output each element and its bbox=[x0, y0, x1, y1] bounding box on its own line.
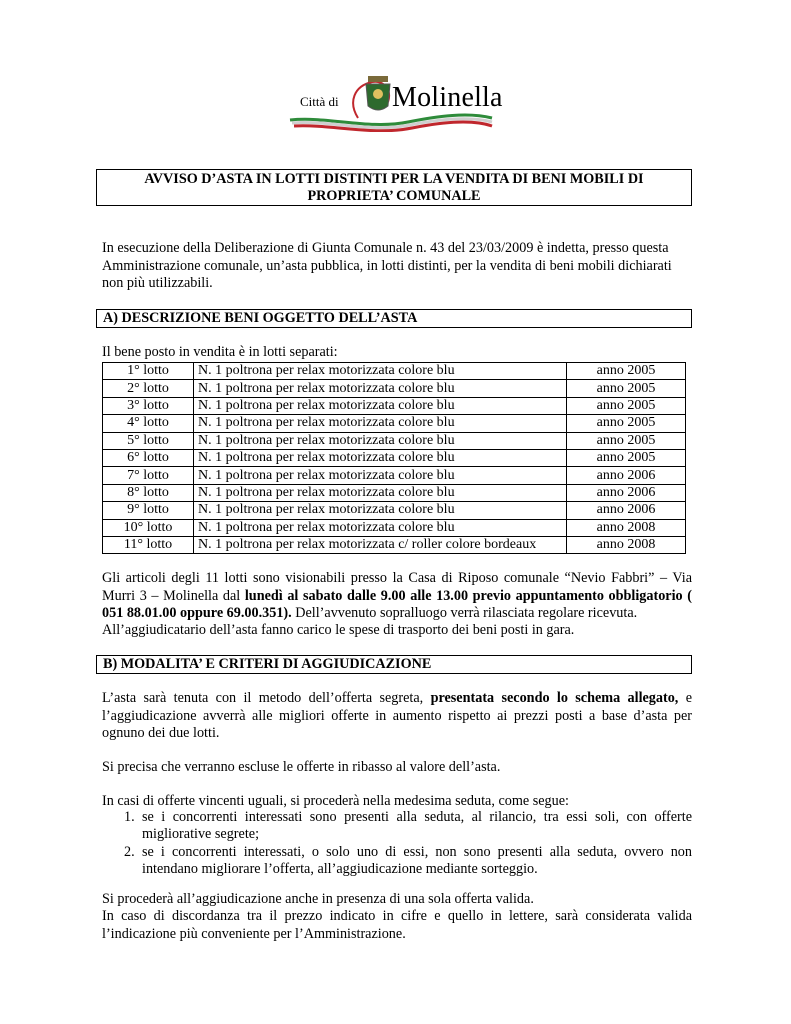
table-row bbox=[103, 484, 686, 501]
transport-costs: All’aggiudicatario dell’asta fanno carico le spese di trasporto dei beni posti in gara. bbox=[102, 622, 575, 638]
lot-number-cell: 9° lotto bbox=[103, 502, 194, 519]
lot-year-cell: anno 2005 bbox=[567, 363, 686, 380]
logo-prefix: Città di bbox=[300, 94, 339, 109]
table-row bbox=[103, 397, 686, 414]
lot-description-cell: N. 1 poltrona per relax motorizzata colore blu bbox=[194, 484, 567, 501]
section-b-heading: B) MODALITA’ E CRITERI DI AGGIUDICAZIONE bbox=[96, 655, 692, 674]
lot-number-cell: 2° lotto bbox=[103, 380, 194, 397]
equal-offers-list bbox=[102, 809, 692, 879]
lot-number-cell: 10° lotto bbox=[103, 519, 194, 536]
viewing-paragraph bbox=[102, 570, 692, 623]
table-row bbox=[103, 415, 686, 432]
viewing-receipt: Dell’avvenuto sopralluogo verrà rilasciata regolare ricevuta. bbox=[291, 605, 638, 622]
lot-number-cell: 1° lotto bbox=[103, 363, 194, 380]
lot-number-cell: 6° lotto bbox=[103, 449, 194, 466]
title-line-1: AVVISO D’ASTA IN LOTTI DISTINTI PER LA VENDITA DI BENI MOBILI DI bbox=[144, 171, 644, 187]
lot-year-cell: anno 2006 bbox=[567, 484, 686, 501]
title-line-2: PROPRIETA’ COMUNALE bbox=[307, 188, 481, 204]
table-row bbox=[103, 519, 686, 536]
intro-paragraph: In esecuzione della Deliberazione di Giunta Comunale n. 43 del 23/03/2009 è indetta, presso questa Amministrazione comunale, un’asta pubblica, in lotti distinti, per la vendita di beni mobili dichiarati non più utilizzabili. bbox=[102, 240, 672, 292]
lot-number-cell: 11° lotto bbox=[103, 536, 194, 553]
price-discrepancy: In caso di discordanza tra il prezzo indicato in cifre e quello in lettere, sarà considerata valida l’indicazione più conveniente per l’Amministrazione. bbox=[102, 908, 692, 942]
lot-number-cell: 7° lotto bbox=[103, 467, 194, 484]
lot-description-cell: N. 1 poltrona per relax motorizzata colore blu bbox=[194, 380, 567, 397]
auction-method-rest: e l’aggiudicazione avverrà alle migliori offerte in aumento rispetto ai prezzi posti a base d’asta per ognuno dei due lotti. bbox=[102, 690, 692, 742]
table-row bbox=[103, 363, 686, 380]
lot-year-cell: anno 2005 bbox=[567, 380, 686, 397]
single-offer: Si procederà all’aggiudicazione anche in presenza di una sola offerta valida. bbox=[102, 891, 534, 907]
lot-number-cell: 4° lotto bbox=[103, 415, 194, 432]
lot-number-cell: 3° lotto bbox=[103, 397, 194, 414]
lot-year-cell: anno 2005 bbox=[567, 449, 686, 466]
lot-description-cell: N. 1 poltrona per relax motorizzata colore blu bbox=[194, 363, 567, 380]
auction-method-paragraph bbox=[102, 690, 692, 743]
table-row bbox=[103, 467, 686, 484]
viewing-text: Gli articoli degli 11 lotti sono visionabili presso la Casa di Riposo comunale “Nevio Fabbri” – Via Murri 3 – Molinella dal bbox=[102, 570, 692, 604]
lot-number-cell: 8° lotto bbox=[103, 484, 194, 501]
lot-year-cell: anno 2005 bbox=[567, 397, 686, 414]
lots-intro: Il bene posto in vendita è in lotti separati: bbox=[102, 344, 338, 360]
list-item: 1. se i concorrenti interessati sono presenti alla seduta, al rilancio, tra essi soli, con offerte migliorative segrete; bbox=[124, 809, 692, 843]
lot-description-cell: N. 1 poltrona per relax motorizzata colore blu bbox=[194, 415, 567, 432]
viewing-appointment: lunedì al sabato dalle 9.00 alle 13.00 previo appuntamento obbligatorio ( 051 88.01.00 oppure 69.00.351). bbox=[102, 587, 692, 622]
auction-schema: presentata secondo lo schema allegato, bbox=[430, 690, 679, 706]
auction-method-text: L’asta sarà tenuta con il metodo dell’offerta segreta, bbox=[102, 690, 431, 706]
lots-table bbox=[102, 362, 686, 554]
lot-description-cell: N. 1 poltrona per relax motorizzata colore blu bbox=[194, 449, 567, 466]
logo-city-name: Molinella bbox=[392, 82, 503, 113]
excluded-offers: Si precisa che verranno escluse le offerte in ribasso al valore dell’asta. bbox=[102, 759, 501, 775]
table-row bbox=[103, 432, 686, 449]
lot-description-cell: N. 1 poltrona per relax motorizzata colore blu bbox=[194, 432, 567, 449]
page-title bbox=[96, 169, 692, 206]
lot-year-cell: anno 2006 bbox=[567, 467, 686, 484]
list-item: 2. se i concorrenti interessati, o solo uno di essi, non sono presenti alla seduta, ovvero non intendano migliorare l’offerta, all’aggiudicazione mediante sorteggio. bbox=[124, 843, 692, 878]
table-row bbox=[103, 536, 686, 553]
section-a-heading: A) DESCRIZIONE BENI OGGETTO DELL’ASTA bbox=[96, 309, 692, 328]
lot-year-cell: anno 2005 bbox=[567, 415, 686, 432]
city-logo bbox=[288, 72, 503, 132]
table-row bbox=[103, 380, 686, 397]
lot-year-cell: anno 2008 bbox=[567, 536, 686, 553]
equal-offers-intro: In casi di offerte vincenti uguali, si procederà nella medesima seduta, come segue: bbox=[102, 793, 569, 809]
lot-number-cell: 5° lotto bbox=[103, 432, 194, 449]
lot-year-cell: anno 2008 bbox=[567, 519, 686, 536]
table-row bbox=[103, 449, 686, 466]
lot-year-cell: anno 2006 bbox=[567, 502, 686, 519]
lot-description-cell: N. 1 poltrona per relax motorizzata colore blu bbox=[194, 519, 567, 536]
lot-year-cell: anno 2005 bbox=[567, 432, 686, 449]
table-row bbox=[103, 502, 686, 519]
lot-description-cell: N. 1 poltrona per relax motorizzata colore blu bbox=[194, 502, 567, 519]
lot-description-cell: N. 1 poltrona per relax motorizzata colore blu bbox=[194, 467, 567, 484]
lot-description-cell: N. 1 poltrona per relax motorizzata colore blu bbox=[194, 397, 567, 414]
lot-description-cell: N. 1 poltrona per relax motorizzata c/ roller colore bordeaux bbox=[194, 536, 567, 553]
